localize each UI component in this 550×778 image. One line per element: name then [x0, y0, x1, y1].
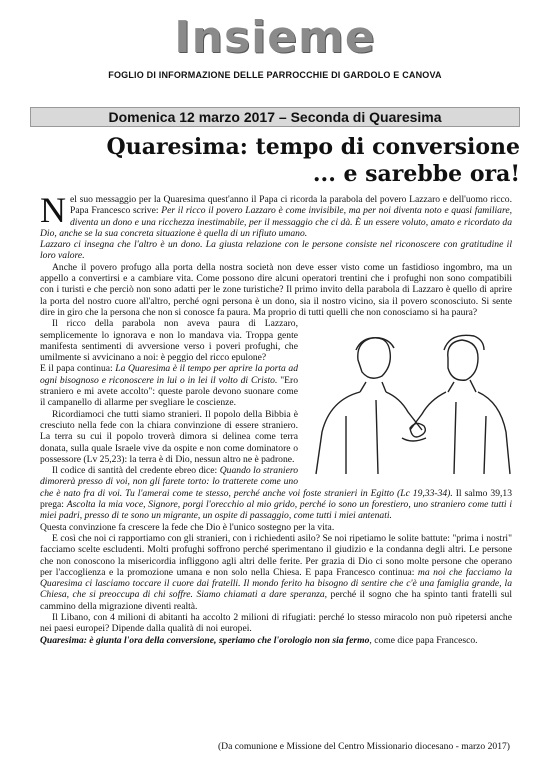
newsletter-subtitle: FOGLIO DI INFORMAZIONE DELLE PARROCCHIE DI GARDOLO E CANOVA [108, 70, 442, 80]
drop-cap: N [40, 190, 66, 230]
paragraph-9-lead: E così che noi ci rapportiamo con gli stranieri, con i richiedenti asilo? Se noi ripetiamo le solite battute: "prima i nostri" facciamo scelte escludenti. Molti profughi soffrono perché sperimentano il giudizio e la condanna degli altri. Le persone che non conoscono la misericordia infliggono agli altri delle ferite. Per grazia di Dio ci sono molte persone che operano per l'accoglienza e la promozione umana e non solo nella Chiesa. E papa Francesco continua: [40, 532, 512, 578]
pope-quote-2: La Quaresima è il tempo per aprire la porta ad ogni bisognoso e riconoscere in lui o in lei il volto di Cristo. [40, 363, 298, 386]
pope-quote-1: Per il ricco il povero Lazzaro è come invisibile, ma per noi diventa noto e quasi familiare, diventa un dono e una ricchezza inestimabile, per il messaggio che ci dà. È un essere voluto, amato e ricordato da Dio, anche se la sua concreta situazione è quella di un rifiuto umano. [40, 205, 512, 239]
headline-line-2: ... e sarebbe ora! [312, 161, 520, 187]
paragraph-10: Il Libano, con 4 milioni di abitanti ha accolto 2 milioni di rifugiati: perché lo stesso miracolo non può ripetersi anche nei paesi europei? Dipende dalla qualità di noi europei. [40, 611, 512, 635]
source-note: (Da comunione e Missione del Centro Missionario diocesano - marzo 2017) [217, 741, 510, 752]
closing-statement: Quaresima: è giunta l'ora della conversione, speriamo che l'orologio non sia fermo [40, 634, 370, 646]
article-body [40, 190, 512, 646]
paragraph-4: Il ricco della parabola non aveva paura di Lazzaro, semplicemente lo ignorava e non lo mandava via. Troppa gente manifesta sentimenti di avversione verso i poveri profughi, che umilmente si avvicinano a noi: è peggio del ricco epulone? [40, 318, 298, 364]
paragraph-8: Questa convinzione fa crescere la fede che Dio è l'unico sostegno per la vita. [40, 521, 335, 533]
paragraph-1 [40, 190, 512, 239]
paragraph-3: Anche il povero profugo alla porta della nostra società non deve esser visto come un fastidioso ingombro, ma un appello a convertirsi e a cambiare vita. Come possono dire alcuni operatori trentini che i profughi non sono compatibili con i turisti e che perciò non sono adatti per le zone turistiche? Il primo invito della parabola di Lazzaro è quello di aprire la porta del nostro cuore all'altro, perché ogni persona è un dono, sia il nostro vicino, sia il povero sconosciuto. Si sente dire in giro che la persona che non si conosce fa paura. Ma proprio di tutti quelli che non conosciamo si ha paura? [40, 261, 512, 318]
paragraph-11 [40, 635, 512, 646]
pope-quote-3: ma noi che facciamo la Quaresima ci lasciamo toccare il cuore dai fratelli. Il mondo ferito ha bisogno di sentire che c'è una famiglia grande, la Chiesa, che si preoccupa di chi soffre. Siamo chiamati a dare speranza, [40, 566, 512, 601]
date-banner: Domenica 12 marzo 2017 – Seconda di Quaresima [30, 107, 520, 127]
paragraph-7-mid: Il salmo 39,13 prega: [40, 487, 512, 511]
leviticus-quote: Quando lo straniero dimorerà presso di voi, non gli farete torto: lo tratterete come uno che è nato fra di voi. Tu l'amerai come te stesso, perché anche voi foste stranieri in Egitto (Lc 19,33-34). [40, 465, 453, 499]
paragraph-7-lead: Il codice di santità del credente ebreo dice: [52, 465, 220, 477]
psalm-quote: Ascolta la mia voce, Signore, porgi l'orecchio al mio grido, perché io sono un forestiero, uno straniero come tutti i miei padri, presso di te sono un migrante, un ospite di passaggio, come tutti i miei antenati. [40, 499, 512, 522]
two-men-handshake-illustration [306, 320, 512, 475]
paragraph-1-text: el suo messaggio per la Quaresima quest'anno il Papa ci ricorda la parabola del povero Lazzaro e dell'uomo ricco. Papa Francesco scrive: [70, 194, 512, 217]
paragraph-5-lead: E il papa continua: [40, 363, 116, 375]
paragraph-5-text: "Ero straniero e mi avete accolto": queste parole devono suonare come il campanello di allarme per svegliare le coscienze. [40, 374, 298, 409]
article-headline [107, 134, 520, 188]
paragraph-6: Ricordiamoci che tutti siamo stranieri. Il popolo della Bibbia è cresciuto nella fede con la chiara convinzione di essere straniero. La terra su cui il popolo troverà dimora si delinea come terra donata, sulla quale Israele vive da ospite e non come dominatore o possessore (Lv 25,23): la terra è di Dio, nessun altro ne è padrone. [40, 408, 298, 465]
masthead [0, 0, 550, 80]
closing-attribution: , come dice papa Francesco. [369, 634, 478, 646]
paragraph-9-text: perché il sogno che ha spinto tanti fratelli sul cammino della migrazione diventi realtà. [40, 589, 512, 612]
headline-line-1: Quaresima: tempo di conversione [106, 134, 520, 160]
newsletter-title: Insieme [174, 12, 376, 63]
paragraph-2: Lazzaro ci insegna che l'altro è un dono. La giusta relazione con le persone consiste nel riconoscere con gratitudine il loro valore. [40, 239, 512, 262]
paragraph-9 [40, 533, 512, 612]
